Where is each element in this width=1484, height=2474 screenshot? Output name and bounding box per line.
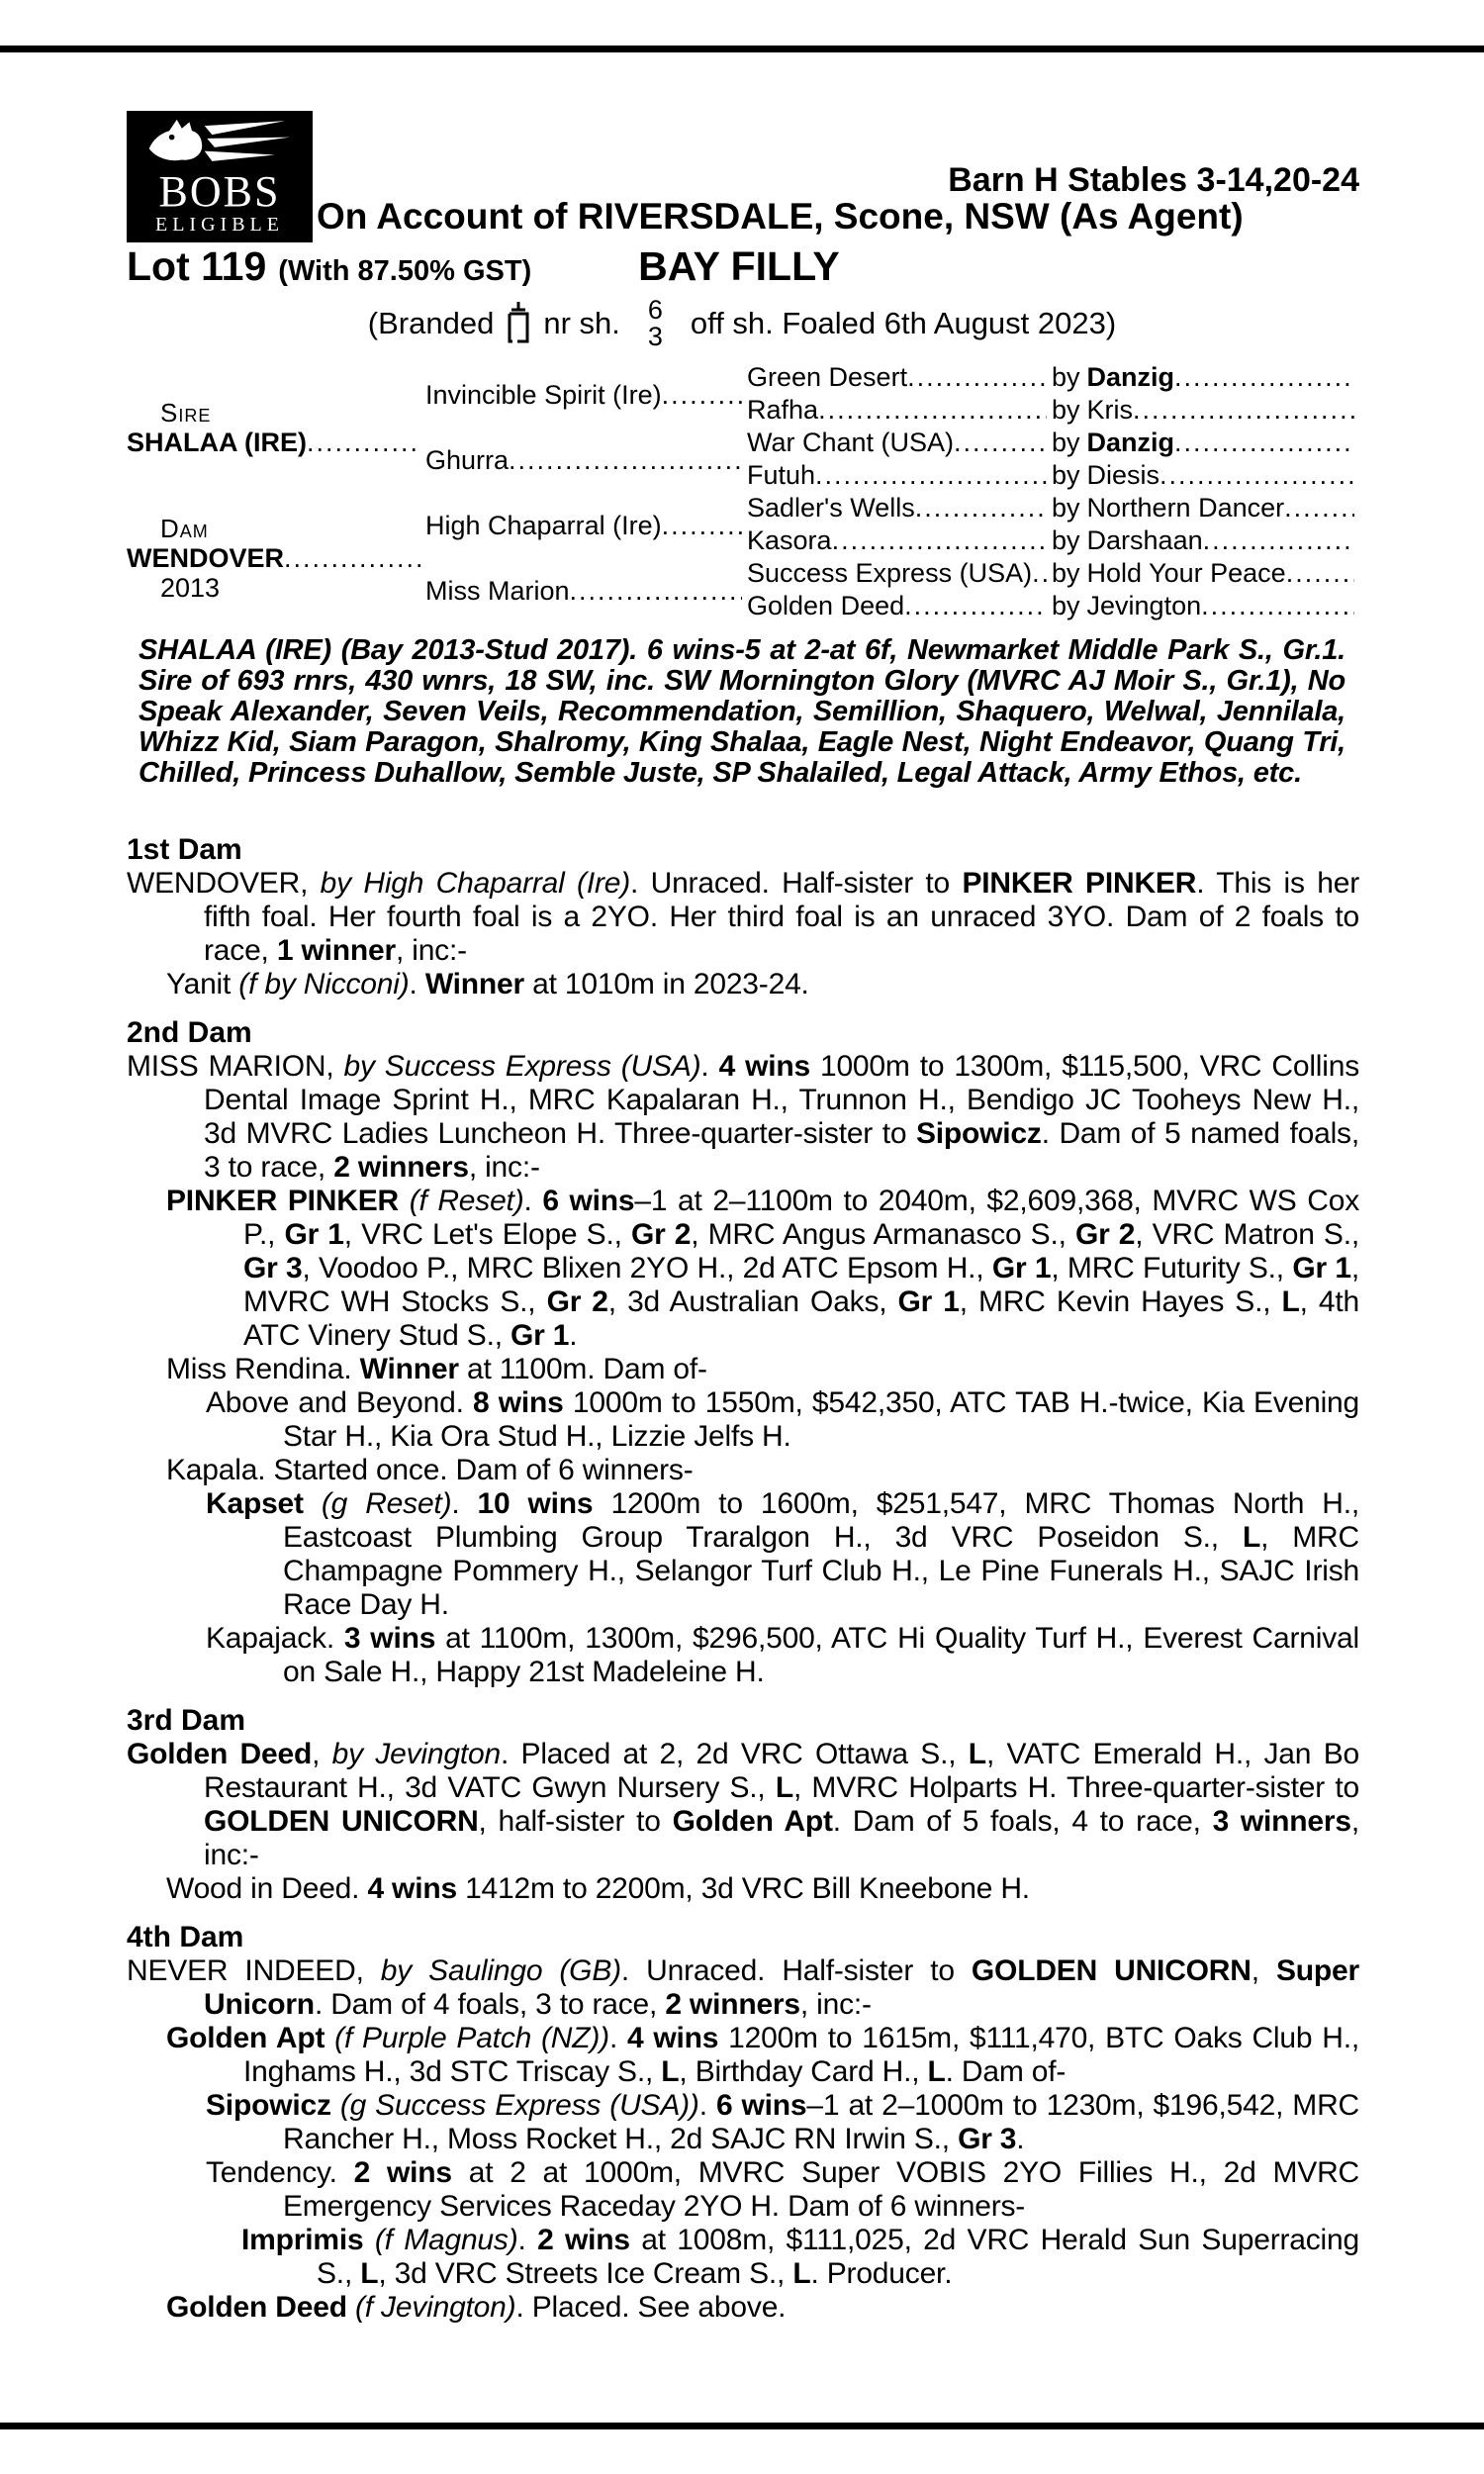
text-segment: , VATC Emerald H., Jan Bo Restaurant H., 3d VATC Gwyn Nursery S., [204, 1738, 1359, 1804]
text-segment: at 1100m. Dam of- [458, 1353, 707, 1385]
text-segment: 2 winners [665, 1988, 800, 2021]
dot-leader [662, 511, 742, 540]
pedigree-paragraph [127, 1185, 1359, 1353]
pedigree-paragraph [127, 2022, 1359, 2089]
ancestor-name: Hold Your Peace [1086, 558, 1286, 588]
pedigree-grandparent-name [747, 525, 1052, 558]
pedigree-paragraph [127, 1454, 1359, 1487]
dot-leader [1203, 525, 1354, 555]
logo-word-eligible: ELIGIBLE [155, 214, 284, 236]
dot-leader [1159, 460, 1354, 490]
text-segment: . [451, 1487, 478, 1520]
top-rule [0, 46, 1484, 52]
pedigree-table [127, 362, 1359, 623]
pedigree-paragraph [127, 1353, 1359, 1386]
branding-line [0, 297, 1484, 350]
dot-leader [662, 380, 742, 410]
text-segment: (g Reset) [321, 1487, 452, 1520]
pedigree-grandparent-name [747, 395, 1052, 428]
text-segment: 6 wins [715, 2089, 807, 2122]
text-segment: , Birthday Card H., [679, 2055, 928, 2088]
dot-leader [509, 445, 742, 475]
pedigree-by-sire [1052, 428, 1359, 460]
dot-leader [815, 460, 1047, 490]
brand-number-top: 6 [647, 295, 663, 325]
text-segment: 3 winners [1212, 1805, 1351, 1838]
ancestor-name: War Chant (USA) [747, 428, 955, 457]
dot-leader [915, 493, 1047, 523]
text-segment: PINKER PINKER [962, 867, 1197, 900]
dot-leader [832, 525, 1047, 555]
dam-name-row [127, 543, 425, 573]
text-segment: , [312, 1738, 332, 1770]
text-segment: 8 wins [473, 1386, 564, 1419]
horse-head-icon [140, 116, 299, 171]
ancestor-name: Success Express (USA) [747, 558, 1033, 588]
sire-summary-paragraph [139, 635, 1345, 789]
text-segment: Gr 1 [897, 1285, 960, 1318]
text-segment: 4 wins [367, 1872, 457, 1905]
text-segment: Golden Deed [127, 1738, 313, 1770]
by-prefix: by [1052, 362, 1080, 392]
text-segment: Imprimis [241, 2224, 364, 2256]
text-segment: , 3d VRC Streets Ice Cream S., [378, 2257, 793, 2290]
pedigree-paragraph [127, 867, 1359, 968]
text-segment: 1200m to 1600m, $251,547, MRC Thomas North H., Eastcoast Plumbing Group Traralgon H., 3d VRC Poseidon S., [283, 1487, 1359, 1554]
text-segment: Wood in Deed. [166, 1872, 368, 1905]
text-segment: by Jevington [331, 1738, 501, 1770]
by-prefix: by [1052, 493, 1080, 523]
dot-leader [1286, 558, 1354, 588]
text-segment: Golden Deed [166, 2291, 347, 2324]
text-segment: Miss Rendina. [166, 1353, 360, 1385]
text-segment: WENDOVER, [127, 867, 321, 900]
text-segment: 1000m to 1300m, $115,500, VRC Collins Dental Image Sprint H., MRC Kapalaran H., Trunnon H., Bendigo JC Tooheys New H., 3d MVRC Ladies Luncheon H. Three-quarter-sister to [204, 1050, 1360, 1150]
dot-leader [284, 543, 420, 573]
brand-mark-icon [504, 301, 533, 346]
text-segment: Gr 1 [991, 1252, 1052, 1285]
text-segment: (f Reset) [409, 1185, 524, 1217]
dot-leader [907, 362, 1047, 392]
text-segment: by High Chaparral (Ire) [320, 867, 631, 900]
text-segment: , VRC Let's Elope S., [343, 1218, 631, 1251]
text-segment: Kapajack. [206, 1622, 344, 1655]
sire-name-row [127, 428, 425, 457]
text-segment: , MVRC Holparts H. Three-quarter-sister to [793, 1771, 1359, 1804]
pedigree-paragraph [127, 968, 1359, 1001]
pedigree-parent-name [425, 576, 747, 606]
text-segment [325, 2022, 334, 2054]
text-segment: 1412m to 2200m, 3d VRC Bill Kneebone H. [456, 1872, 1030, 1905]
text-segment: Gr 1 [1292, 1252, 1351, 1285]
pedigree-by-sire [1052, 591, 1359, 623]
text-segment: . [409, 968, 425, 1000]
section-heading: 4th Dam [127, 1921, 244, 1953]
text-segment: 1000m to 1550m, $542,350, ATC TAB H.-twice, Kia Evening Star H., Kia Ora Stud H., Lizzie Jelfs H. [283, 1386, 1360, 1453]
text-segment: . Dam of 5 foals, 4 to race, [832, 1805, 1213, 1838]
text-segment: Yanit [166, 968, 239, 1000]
text-segment: 2 wins [537, 2224, 630, 2256]
ancestor-name: Green Desert [747, 362, 908, 392]
text-segment: , [1251, 1954, 1276, 1987]
text-segment: at 1100m, 1300m, $296,500, ATC Hi Quality Turf H., Everest Carnival on Sale H., Happy 21st Madeleine H. [283, 1622, 1359, 1688]
sire-label: Sire [160, 398, 212, 428]
text-segment: Gr 3 [958, 2123, 1017, 2155]
text-segment: (f by Nicconi) [238, 968, 410, 1000]
pedigree-by-sire [1052, 558, 1359, 591]
text-segment: Gr 1 [284, 1218, 344, 1251]
text-segment [331, 2089, 340, 2122]
ancestor-name: Diesis [1086, 460, 1160, 490]
dot-leader [1284, 493, 1354, 523]
text-segment: . [1016, 2123, 1025, 2155]
ancestor-name: High Chaparral (Ire) [425, 511, 662, 540]
pedigree-sire-cell [127, 362, 425, 493]
ancestor-name: Futuh [747, 460, 816, 490]
ancestor-name: Kris [1086, 395, 1134, 425]
pedigree-parent-name [425, 445, 747, 475]
text-segment: (f Magnus) [374, 2224, 518, 2256]
text-segment: . [517, 2224, 538, 2256]
text-segment: –1 at 2–1100m to 2040m, $2,609,368, MVRC WS Cox P., [243, 1185, 1359, 1251]
text-segment: Kapset [206, 1487, 304, 1520]
text-segment: . Unraced. Half-sister to [620, 1954, 972, 1987]
text-segment: , half-sister to [478, 1805, 673, 1838]
dot-leader [307, 428, 420, 457]
dot-leader [1174, 362, 1354, 392]
text-segment [304, 1487, 322, 1520]
ancestor-name: Northern Dancer [1086, 493, 1285, 523]
pedigree-grandparent-name [747, 428, 1052, 460]
text-segment: Golden Apt [672, 1805, 833, 1838]
dam-sections [127, 833, 1359, 2325]
text-segment: 1 winner [276, 934, 396, 967]
by-prefix: by [1052, 395, 1080, 425]
text-segment: L [1281, 1285, 1300, 1318]
by-prefix: by [1052, 525, 1080, 555]
text-segment: L [792, 2257, 811, 2290]
dot-leader [818, 395, 1047, 425]
barn-stables-note: Barn H Stables 3-14,20-24 [948, 161, 1359, 199]
ancestor-name: Invincible Spirit (Ire) [425, 380, 662, 410]
section-heading: 3rd Dam [127, 1704, 246, 1737]
text-segment: . Dam of 4 foals, 3 to race, [314, 1988, 666, 2021]
text-segment: L [968, 1738, 986, 1770]
ancestor-name: Golden Deed [747, 591, 905, 620]
lot-row [127, 243, 1359, 291]
dot-leader [904, 591, 1047, 620]
text-segment: , inc:- [204, 1805, 1359, 1871]
text-segment: . [523, 1185, 543, 1217]
dam-year: 2013 [160, 573, 221, 603]
branded-suffix: off sh. Foaled 6th August 2023) [690, 306, 1117, 340]
text-segment: L [775, 1771, 793, 1804]
branded-prefix: (Branded [367, 306, 495, 340]
text-segment: L [661, 2055, 680, 2088]
text-segment: Gr 2 [1074, 1218, 1136, 1251]
text-segment: Sipowicz [206, 2089, 331, 2122]
ancestor-name: Kasora [747, 525, 832, 555]
pedigree-paragraph [127, 2156, 1359, 2224]
text-segment: 4 wins [718, 1050, 810, 1083]
text-segment: , inc:- [395, 934, 467, 967]
text-segment: 10 wins [477, 1487, 594, 1520]
text-segment: Gr 2 [630, 1218, 692, 1251]
text-segment [363, 2224, 374, 2256]
ancestor-name: Sadler's Wells [747, 493, 915, 523]
pedigree-grandparent-name [747, 558, 1052, 591]
pedigree-dam-cell [127, 493, 425, 623]
text-segment: . [569, 1319, 578, 1352]
text-segment: L [360, 2257, 379, 2290]
dot-leader [1032, 558, 1047, 588]
text-segment: L [927, 2055, 946, 2088]
pedigree-by-sire [1052, 525, 1359, 558]
pedigree-parent-name [425, 511, 747, 540]
text-segment: Sipowicz [915, 1117, 1042, 1150]
text-segment: 2 wins [353, 2156, 452, 2189]
text-segment: 2 winners [333, 1151, 469, 1184]
text-segment: . [700, 1050, 719, 1083]
pedigree-by-sire [1052, 395, 1359, 428]
pedigree-by-sire [1052, 362, 1359, 395]
vendor-account-line: On Account of RIVERSDALE, Scone, NSW (As Agent) [317, 196, 1244, 237]
ancestor-name: Danzig [1086, 362, 1175, 392]
text-segment: at 1008m, $111,025, 2d VRC Herald Sun Superracing S., [317, 2224, 1359, 2290]
pedigree-grandparent-name [747, 460, 1052, 493]
text-segment: . Placed. See above. [515, 2291, 787, 2324]
dot-leader [570, 576, 742, 606]
text-segment: . This is her fifth foal. Her fourth foal is a 2YO. Her third foal is an unraced 3YO. Dam of 2 foals to race, [204, 867, 1359, 967]
text-segment: Gr 3 [243, 1252, 303, 1285]
lot-number: Lot 119 [127, 243, 267, 289]
text-segment: Above and Beyond. [206, 1386, 473, 1419]
branded-near-shoulder: nr sh. [543, 306, 620, 340]
pedigree-parent-name [425, 380, 747, 410]
pedigree-paragraph [127, 2089, 1359, 2156]
text-segment: Winner [359, 1353, 459, 1385]
text-segment: at 2 at 1000m, MVRC Super VOBIS 2YO Fillies H., 2d MVRC Emergency Services Raceday 2YO H. Dam of 6 winners- [283, 2156, 1359, 2223]
text-segment [347, 2291, 355, 2324]
text-segment: , MRC Champagne Pommery H., Selangor Turf Club H., Le Pine Funerals H., SAJC Irish Race Day H. [283, 1521, 1359, 1621]
pedigree-paragraph [127, 2291, 1359, 2325]
text-segment: GOLDEN UNICORN [204, 1805, 479, 1838]
text-segment: , Voodoo P., MRC Blixen 2YO H., 2d ATC Epsom H., [302, 1252, 992, 1285]
text-segment: (f Purple Patch (NZ)) [334, 2022, 609, 2054]
pedigree-paragraph [127, 1622, 1359, 1689]
by-prefix: by [1052, 460, 1080, 490]
text-segment: Winner [424, 968, 525, 1000]
text-segment: 4 wins [626, 2022, 719, 2054]
text-segment: PINKER PINKER [166, 1185, 399, 1217]
pedigree-grandparent-name [747, 493, 1052, 525]
dam-label: Dam [160, 514, 209, 543]
logo-word-bobs: BOBS [158, 167, 281, 216]
text-segment: , MRC Futurity S., [1051, 1252, 1293, 1285]
section-heading: 1st Dam [127, 833, 242, 866]
text-segment: Gr 1 [510, 1319, 570, 1352]
text-segment: Tendency. [206, 2156, 354, 2189]
text-segment: MISS MARION, [127, 1050, 344, 1083]
dot-leader [1201, 591, 1354, 620]
bottom-rule [0, 2423, 1484, 2429]
text-segment: , MVRC WH Stocks S., [243, 1252, 1359, 1318]
text-segment: by Success Express (USA) [343, 1050, 701, 1083]
text-segment: , inc:- [468, 1151, 540, 1184]
text-segment: . [698, 2089, 716, 2122]
pedigree-paragraph [127, 1738, 1359, 1872]
text-segment: (f Jevington) [354, 2291, 516, 2324]
dot-leader [954, 428, 1047, 457]
dot-leader [1133, 395, 1354, 425]
pedigree-paragraph [127, 1050, 1359, 1185]
by-prefix: by [1052, 558, 1080, 588]
dam-name: WENDOVER [127, 543, 285, 573]
text-segment: NEVER INDEED, [127, 1954, 381, 1987]
text-segment: –1 at 2–1000m to 1230m, $196,542, MRC Rancher H., Moss Rocket H., 2d SAJC RN Irwin S., [283, 2089, 1360, 2155]
horse-sex-colour-title: BAY FILLY [638, 243, 840, 289]
text-segment: , VRC Matron S., [1135, 1218, 1360, 1251]
text-segment: 3 wins [343, 1622, 436, 1655]
brand-numbers [648, 297, 663, 350]
text-segment: L [1242, 1521, 1261, 1554]
ancestor-name: Jevington [1086, 591, 1202, 620]
text-segment: , 3d Australian Oaks, [607, 1285, 898, 1318]
text-segment: SHALAA (IRE) (Bay 2013-Stud 2017). 6 wins-5 at 2-at 6f, Newmarket Middle Park S., Gr.1. Sire of 693 rnrs, 430 wnrs, 18 SW, inc. SW Mornington Glory (MVRC AJ Moir S., Gr.1), No Speak Alexander, Seven Veils, Recommendation, Semillion, Shaquero, Welwal, Jennilala, Whizz Kid, Siam Paragon, Shalromy, King Shalaa, Eagle Nest, Night Endeavor, Quang Tri, Chilled, Princess Duhallow, Semble Juste, SP Shalailed, Legal Attack, Army Ethos, etc. [139, 634, 1345, 789]
text-segment: , MRC Angus Armanasco S., [691, 1218, 1075, 1251]
dot-leader [1174, 428, 1354, 457]
pedigree-paragraph [127, 1487, 1359, 1622]
ancestor-name: Darshaan [1086, 525, 1203, 555]
pedigree-by-sire [1052, 460, 1359, 493]
pedigree-grandparent-name [747, 362, 1052, 395]
text-segment: , 4th ATC Vinery Stud S., [243, 1285, 1359, 1352]
text-segment: . Dam of- [945, 2055, 1067, 2088]
pedigree-paragraph [127, 1872, 1359, 1906]
pedigree-by-sire [1052, 493, 1359, 525]
ancestor-name: Ghurra [425, 445, 510, 475]
text-segment: 1200m to 1615m, $111,470, BTC Oaks Club H., Inghams H., 3d STC Triscay S., [243, 2022, 1359, 2088]
text-segment: (g Success Express (USA)) [339, 2089, 699, 2122]
text-segment: Golden Apt [166, 2022, 325, 2054]
section-heading: 2nd Dam [127, 1016, 252, 1049]
sire-name: SHALAA (IRE) [127, 428, 307, 457]
text-segment: by Saulingo (GB) [380, 1954, 621, 1987]
ancestor-name: Danzig [1086, 428, 1175, 457]
gst-note: (With 87.50% GST) [278, 255, 532, 287]
text-segment: Kapala. Started once. Dam of 6 winners- [166, 1454, 694, 1486]
pedigree-grandparent-name [747, 591, 1052, 623]
ancestor-name: Rafha [747, 395, 819, 425]
text-segment: . Placed at 2, 2d VRC Ottawa S., [500, 1738, 969, 1770]
pedigree-paragraph [127, 2224, 1359, 2291]
text-segment: 6 wins [542, 1185, 635, 1217]
text-segment: at 1010m in 2023-24. [524, 968, 809, 1000]
by-prefix: by [1052, 428, 1080, 457]
text-segment: . Dam of 5 named foals, 3 to race, [204, 1117, 1359, 1184]
text-segment: GOLDEN UNICORN [971, 1954, 1252, 1987]
brand-number-bottom: 3 [647, 322, 663, 351]
bobs-eligible-logo [127, 111, 313, 242]
text-segment [399, 1185, 410, 1217]
by-prefix: by [1052, 591, 1080, 620]
text-segment: , MRC Kevin Hayes S., [959, 1285, 1282, 1318]
text-segment: . Unraced. Half-sister to [630, 867, 963, 900]
text-segment: Gr 2 [546, 1285, 608, 1318]
text-segment: . Producer. [810, 2257, 953, 2290]
text-segment: Super Unicorn [204, 1954, 1359, 2021]
text-segment: , inc:- [799, 1988, 872, 2021]
ancestor-name: Miss Marion [425, 576, 570, 606]
text-segment: . [608, 2022, 627, 2054]
pedigree-paragraph [127, 1954, 1359, 2022]
pedigree-paragraph [127, 1386, 1359, 1454]
